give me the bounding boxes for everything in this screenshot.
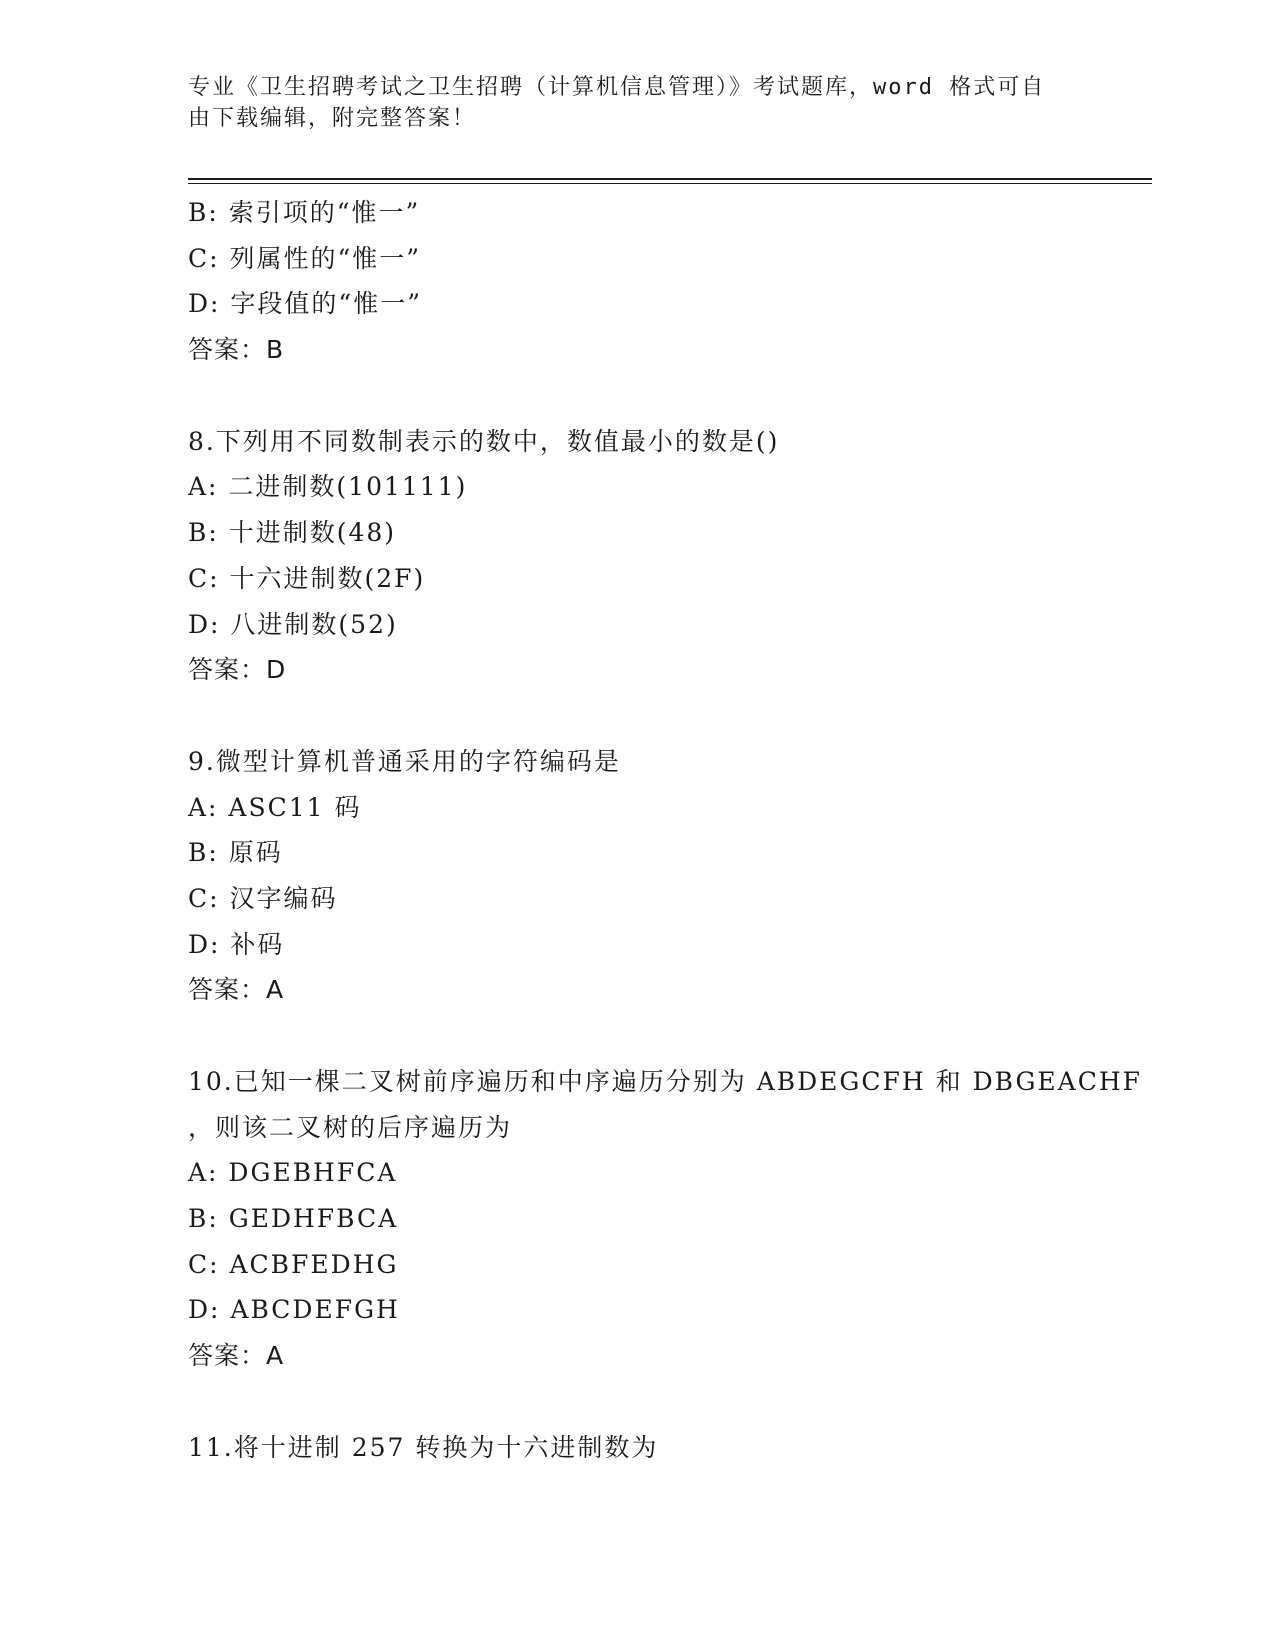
header-divider-thick <box>188 178 1152 180</box>
question-text-line-2: ，则该二叉树的后序遍历为 <box>188 1112 513 1142</box>
spacer <box>188 373 1128 419</box>
option-c: C: 汉字编码 <box>188 883 338 913</box>
header-line-2: 由下载编辑，附完整答案！ <box>188 106 477 131</box>
question-list <box>188 190 1142 1471</box>
header-line-1: 专业《卫生招聘考试之卫生招聘（计算机信息管理）》考试题库，word 格式可自 <box>188 75 1046 100</box>
option-a: A: DGEBHFCA <box>188 1158 398 1188</box>
option-a: A: ASC11 码 <box>188 792 362 822</box>
question-10 <box>188 1059 1142 1379</box>
spacer <box>188 693 1128 739</box>
spacer <box>188 1379 1128 1425</box>
document-header <box>188 72 1068 134</box>
option-d: D: 补码 <box>188 929 285 959</box>
option-b: B: GEDHFBCA <box>188 1204 399 1234</box>
option-b: B: 原码 <box>188 838 283 868</box>
option-d: D: ABCDEFGH <box>188 1295 400 1325</box>
header-divider-thin <box>188 183 1152 184</box>
answer: 答案：B <box>188 335 285 365</box>
option-b: B: 十进制数(48) <box>188 518 397 548</box>
answer: 答案：D <box>188 655 287 685</box>
question-9 <box>188 739 1128 1013</box>
question-11 <box>188 1425 1128 1471</box>
question-text-line-1: 10.已知一棵二叉树前序遍历和中序遍历分别为 ABDEGCFH 和 DBGEACHF <box>188 1067 1142 1096</box>
question-text: 11.将十进制 257 转换为十六进制数为 <box>188 1432 659 1462</box>
answer: 答案：A <box>188 975 285 1005</box>
question-text: 9.微型计算机普通采用的字符编码是 <box>188 746 621 776</box>
question-7-tail <box>188 190 1128 373</box>
option-b: B: 索引项的“惟一” <box>188 198 421 227</box>
option-c: C: 列属性的“惟一” <box>188 243 422 273</box>
question-8 <box>188 419 1128 693</box>
option-c: C: ACBFEDHG <box>188 1249 399 1279</box>
question-text: 8.下列用不同数制表示的数中，数值最小的数是() <box>188 426 780 456</box>
spacer <box>188 1013 1128 1059</box>
option-c: C: 十六进制数(2F) <box>188 563 426 593</box>
option-d: D: 字段值的“惟一” <box>188 289 422 319</box>
option-d: D: 八进制数(52) <box>188 609 398 639</box>
answer: 答案：A <box>188 1341 285 1371</box>
option-a: A: 二进制数(101111) <box>188 472 468 502</box>
